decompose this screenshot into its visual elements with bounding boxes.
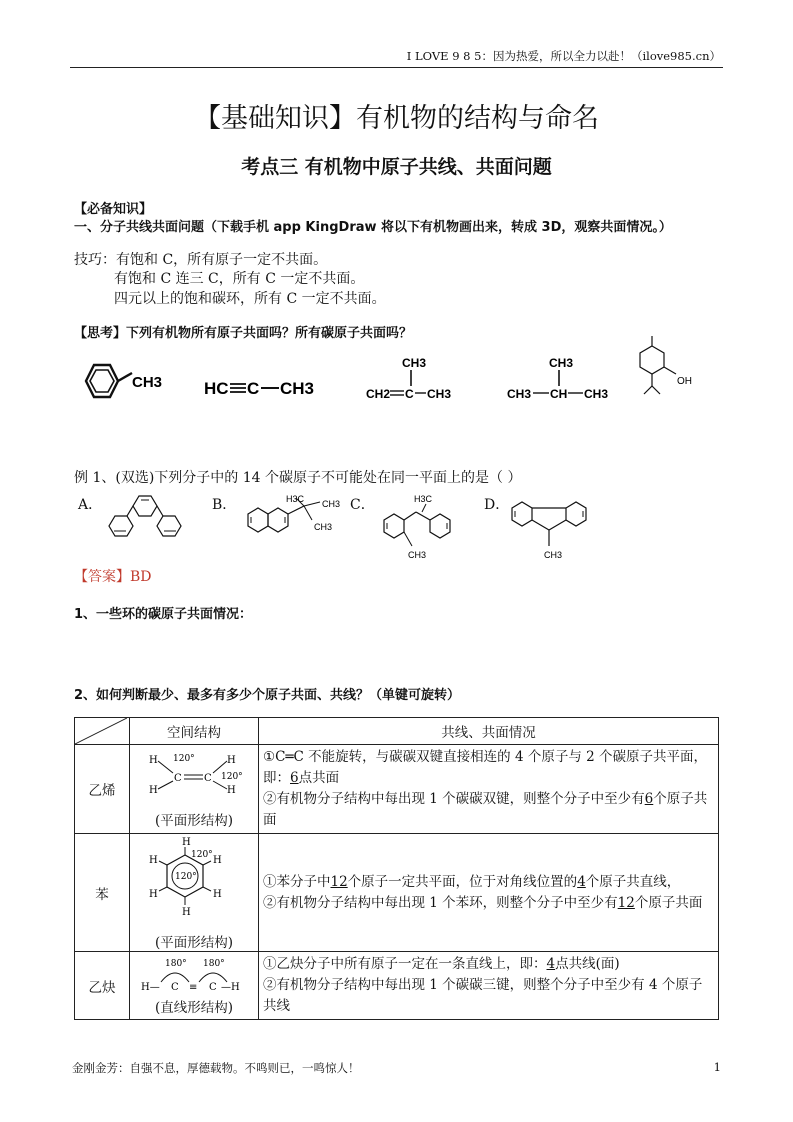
acetylene-line-2: ②有机物分子结构中每出现 1 个碳碳三键，则整个分子中至少有 4 个原子共线: [263, 977, 703, 1014]
point2-heading: 2、如何判断最少、最多有多少个原子共面、共线？（单键可旋转）: [74, 688, 461, 703]
option-a-phenanthrene: [102, 492, 192, 548]
acetylene-angle-2: 180°: [203, 958, 225, 969]
isobutane-structure: [505, 352, 615, 408]
menthol-structure: [630, 334, 710, 406]
page-title: 【基础知识】有机物的结构与命名: [194, 103, 599, 134]
benzene-angle-1: 120°: [191, 849, 213, 860]
benzene-h-br: H: [213, 888, 222, 900]
benzene-h-top: H: [182, 836, 191, 848]
ethylene-h-br: H: [227, 785, 236, 796]
c-h3c-label: H3C: [414, 494, 433, 504]
benzene-h-tr: H: [213, 854, 222, 866]
ethylene-line-2: ②有机物分子结构中每出现 1 个碳碳双键，则整个分子中至少有6个原子共面: [263, 791, 708, 828]
tip-2: 有饱和 C 连三 C，所有 C 一定不共面。: [114, 271, 365, 287]
acetylene-triple-bond: ≡: [189, 981, 198, 993]
benzene-angle-2: 120°: [175, 871, 197, 882]
option-d-label: D．: [484, 497, 510, 513]
table-row-ethylene: [75, 745, 719, 834]
table-header-situation: 共线、共面情况: [259, 718, 719, 745]
example1-answer: 【答案】BD: [74, 569, 152, 585]
ethylene-angle-1: 120°: [173, 754, 195, 764]
b-ch3-label-1: CH3: [322, 499, 341, 509]
benzene-h-bl: H: [149, 888, 158, 900]
acetylene-c-right: C: [209, 981, 217, 993]
option-b-label: B．: [212, 497, 237, 513]
b-h3c-label: H3C: [286, 494, 305, 504]
row-name-ethylene: 乙烯: [75, 745, 130, 834]
must-know-heading: 【必备知识】: [74, 202, 153, 217]
example1-question: 例 1、(双选)下列分子中的 14 个碳原子不可能处在同一平面上的是（ ）: [74, 470, 522, 486]
benzene-structure: [131, 835, 257, 931]
option-b-tbutylnaphthalene: [234, 490, 354, 556]
acetylene-angle-1: 180°: [165, 958, 187, 969]
propyne-structure: [202, 370, 322, 402]
table-header-structure: 空间结构: [130, 718, 259, 745]
table-corner-cell: [75, 718, 130, 745]
isobutene-right-ch3: CH3: [427, 387, 452, 401]
point1-heading: 1、一些环的碳原子共面情况：: [74, 607, 253, 622]
ethylene-h-tr: H: [227, 755, 236, 766]
row-name-acetylene: 乙炔: [75, 952, 130, 1020]
footer-motto: 金刚金芳：自强不息，厚德载物。不鸣则已，一鸣惊人！: [72, 1061, 360, 1075]
isobutene-c: C: [405, 387, 414, 401]
isobutane-top-ch3: CH3: [549, 356, 574, 370]
acetylene-line-1: ①乙炔分子中所有原子一定在一条直线上，即：4点共线(面): [263, 956, 620, 972]
header-site: I LOVE 9 8 5：因为热爱，所以全力以赴！（ilove985.cn）: [406, 49, 721, 63]
ethylene-structure: [131, 749, 257, 809]
acetylene-h-left: H—: [141, 981, 160, 993]
propyne-ch3-label: CH3: [280, 379, 315, 398]
toluene-structure: [74, 355, 174, 411]
option-d-methylfluorene: [506, 494, 602, 562]
acetylene-struct-label: (直线形结构): [154, 999, 234, 1016]
ethylene-c-right: C: [204, 773, 212, 784]
ethylene-c-left: C: [174, 773, 182, 784]
page-number: 1: [713, 1060, 721, 1074]
option-a-label: A．: [78, 497, 103, 513]
benzene-h-bottom: H: [182, 906, 191, 918]
row-name-benzene: 苯: [75, 834, 130, 952]
tip-3: 四元以上的饱和碳环，所有 C 一定不共面。: [114, 291, 386, 307]
page-subtitle: 考点三 有机物中原子共线、共面问题: [241, 156, 552, 178]
tip-1: 技巧：有饱和 C，所有原子一定不共面。: [74, 252, 328, 268]
structure-table: [74, 717, 719, 1020]
isobutane-right-ch3: CH3: [584, 387, 609, 401]
isobutane-left-ch3: CH3: [507, 387, 532, 401]
ethylene-struct-label: (平面形结构): [154, 813, 234, 829]
ethylene-h-bl: H: [149, 785, 158, 796]
isobutene-structure: [362, 352, 462, 408]
ethylene-line-1: ①C═C 不能旋转，与碳碳双键直接相连的 4 个原子与 2 个碳原子共平面，即：6点共面: [263, 749, 708, 786]
isobutene-top-ch3: CH3: [402, 356, 427, 370]
option-c-label: C．: [350, 497, 375, 513]
isobutane-ch: CH: [550, 387, 568, 401]
benzene-struct-label: (平面形结构): [154, 934, 234, 951]
propyne-hc-label: HC: [204, 379, 229, 398]
benzene-line-1: ①苯分子中12个原子一定共平面，位于对角线位置的4个原子共直线，: [263, 873, 681, 890]
section1-heading: 一、分子共线共面问题（下载手机 app KingDraw 将以下有机物画出来，转成 3D，观察共面情况。）: [74, 220, 672, 235]
table-row-acetylene: [75, 952, 719, 1020]
option-c-dimethylbiphenyl: [372, 490, 472, 564]
propyne-c-label: C: [247, 379, 260, 398]
b-ch3-label-2: CH3: [314, 522, 333, 532]
menthol-oh-label: OH: [677, 376, 692, 387]
acetylene-structure: [131, 956, 257, 996]
ethylene-angle-2: 120°: [221, 772, 243, 782]
benzene-line-2: ②有机物分子结构中每出现 1 个苯环，则整个分子中至少有12个原子共面: [263, 894, 703, 911]
benzene-h-tl: H: [149, 854, 158, 866]
think-heading: 【思考】下列有机物所有原子共面吗？所有碳原子共面吗？: [74, 326, 413, 341]
c-ch3-label: CH3: [408, 550, 427, 560]
d-ch3-label: CH3: [544, 550, 563, 560]
header-rule: [70, 67, 723, 68]
table-row-benzene: [75, 834, 719, 952]
ethylene-h-tl: H: [149, 755, 158, 766]
acetylene-h-right: —H: [221, 981, 240, 993]
toluene-ch3-label: CH3: [132, 374, 163, 391]
isobutene-ch2: CH2: [366, 387, 391, 401]
acetylene-c-left: C: [171, 981, 179, 993]
